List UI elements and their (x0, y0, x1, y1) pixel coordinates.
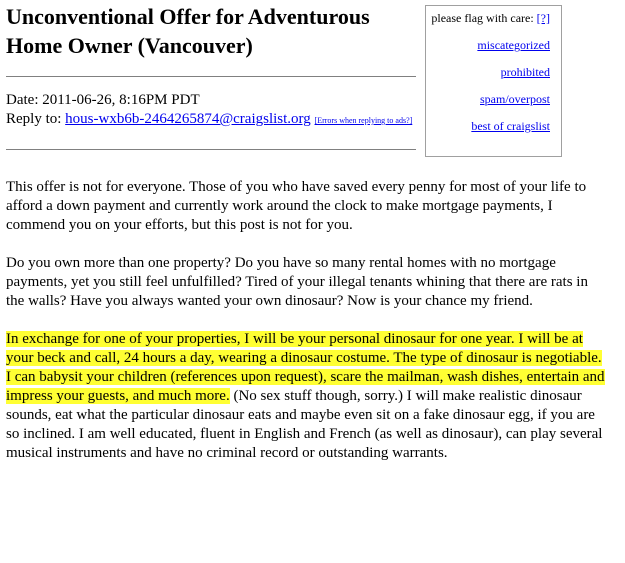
flag-spam-link[interactable]: spam/overpost (480, 92, 550, 106)
header-divider-top (6, 76, 416, 77)
post-date: Date: 2011-06-26, 8:16PM PDT (6, 92, 200, 108)
body-paragraph-2: Do you own more than one property? Do you have so many rental homes with no mortgage payments, yet you still feel unfulfilled? Tired of your illegal tenants whining that there are rats in the walls? Have you always wanted your own dinosaur? Now is your chance my friend. (6, 255, 588, 309)
body-paragraph-3-rest: (No sex stuff though, sorry.) I will make realistic dinosaur sounds, eat what the particular dinosaur eats and maybe even sit on a fake dinosaur egg, if you are so inclined. I am well educated, fluent in English and French (as well as dinosaur), can play several musical instruments and have no criminal record or outstanding warrants. (6, 388, 603, 461)
flag-box (425, 5, 562, 157)
reply-email-link[interactable]: hous-wxb6b-2464265874@craigslist.org (65, 111, 311, 127)
highlighted-text: In exchange for one of your properties, I will be your personal dinosaur for one year. I will be at your beck and call, 24 hours a day, wearing a dinosaur costume. The type of dinosaur is negotiable. I can babysit your children (references upon request), scare the mailman, wash dishes, entertain and impress your guests, and much more. (6, 331, 605, 404)
body-paragraph-1: This offer is not for everyone. Those of you who have saved every penny for most of your life to afford a down payment and currently work around the clock to make mortgage payments, I commend you on your efforts, but this post is not for you. (6, 179, 587, 233)
post-title: Unconventional Offer for Adventurous Home Owner (Vancouver) (6, 4, 370, 58)
flag-best-of-link[interactable]: best of craigslist (471, 119, 550, 133)
reply-to-label: Reply to: (6, 111, 66, 127)
reply-errors-link[interactable]: [Errors when replying to ads?] (314, 116, 413, 125)
flag-header (426, 11, 550, 26)
flag-prohibited-link[interactable]: prohibited (500, 65, 550, 79)
flag-help-link[interactable]: [?] (536, 11, 550, 25)
reply-to-line (6, 110, 420, 128)
flag-header-label: please flag with care: (431, 11, 534, 25)
post-body (6, 178, 606, 482)
flag-miscategorized-link[interactable]: miscategorized (477, 38, 550, 52)
body-paragraph-3 (6, 330, 606, 463)
header-divider-bottom (6, 149, 416, 150)
